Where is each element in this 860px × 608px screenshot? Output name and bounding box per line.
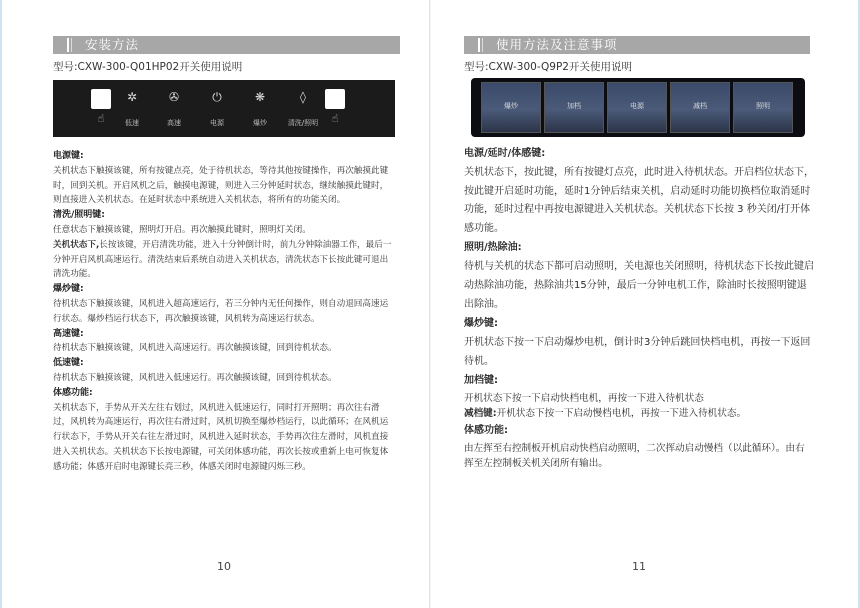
panel-label: 爆炒 (504, 102, 518, 110)
section-body: 开机状态下按一下启动爆炒电机，倒计时3分钟后跳回快档电机，再按一下返回待机。 (464, 337, 811, 367)
section-body: 关机状态下，手势从开关左往右划过，风机进入低速运行，同时打开照明；再次往右滑过，风机转为高速运行，再次往右滑过时，风机切换至爆炒档运行，以此循环；在风机运行状态下，手势从开关右往左滑过时，风机进入延时状态，手势再次往左滑时，风机直接进入关机状态。关机状态下长按电源键，可关闭体感功能，再次长按或重新上电可恢复体感功能；体感开启时电源键长亮三秒，体感关闭时电源键闪烁三秒。 (53, 402, 389, 472)
banner-title: 使用方法及注意事项 (496, 37, 618, 52)
section-heading: 体感功能: (53, 387, 93, 398)
banner-title: 安装方法 (85, 37, 140, 52)
inline-heading: 关机状态下, (53, 239, 100, 250)
instruction-text (53, 149, 393, 475)
section-body: 任意状态下触摸该键，照明灯开启。再次触摸此键时，照明灯关闭。 (53, 224, 311, 235)
section-heading: 电源/延时/体感键: (464, 148, 546, 159)
panel-label: 减档 (693, 102, 707, 110)
right-page (431, 0, 860, 608)
section-body: 开机状态下按一下启动快档电机，再按一下进入待机状态 (464, 393, 704, 405)
section-body: 待机状态下触摸该键，风机进入高速运行。再次触摸该键，回到待机状态。 (53, 343, 337, 354)
stir-fry-icon: ❋ (254, 90, 266, 104)
section-body: 由左挥至右控制板开机启动快档启动照明，二次挥动启动慢档（以此循环）。由右挥至左控制板关机关闭所有输出。 (464, 443, 805, 470)
panel-segment (607, 82, 667, 133)
page-edge (0, 0, 2, 608)
sensor-square (325, 89, 345, 109)
section-heading: 电源键: (53, 151, 84, 161)
fan-low-icon: ✲ (126, 90, 138, 104)
panel-label: 低速 (125, 119, 139, 127)
page-number: 11 (632, 560, 646, 573)
section-heading: 爆炒键: (53, 284, 84, 295)
inline-heading: 减档键: (464, 408, 497, 420)
panel-label: 照明 (756, 102, 770, 110)
section-heading: 加档键: (464, 375, 498, 387)
section-heading: 低速键: (53, 358, 84, 369)
panel-label: 电源 (630, 102, 644, 110)
section-body: 待机状态下触摸该键，风机进入超高速运行，若三分钟内无任何操作，则自动退回高速运行状态。爆炒档运行状态下，再次触摸该键，风机转为高速运行状态。 (53, 298, 389, 324)
section-banner (464, 36, 810, 54)
clean-light-icon: ◊ (300, 90, 306, 104)
section-body: 待机与关机的状态下都可启动照明，关电源也关闭照明，待机状态下长按此键启动热除油功能，热除油共15分钟，最后一分钟电机工作，除油时长按照明键退出除油。 (464, 261, 814, 310)
section-heading: 清洗/照明键: (53, 210, 105, 221)
model-caption: 型号:CXW-300-Q01HP02开关使用说明 (53, 61, 243, 73)
hand-gesture-icon: ☝ (97, 112, 105, 125)
section-body: 关机状态下触摸该键，所有按键点亮，处于待机状态，等待其他按键操作，再次触摸此键时，回到关机。开启风机之后，触摸电源键，则进入三分钟延时状态，继续触摸此键时，则直接进入关机状态。在延时状态中系统进入关机状态，将所有的功能关闭。 (53, 165, 389, 206)
section-heading: 照明/热除油: (464, 242, 522, 254)
section-body: 关机状态下，按此键，所有按键灯点亮，此时进入待机状态。开启档位状态下，按此键开启延时功能，延时1分钟后结束关机，启动延时功能切换档位取消延时功能，延时过程中再按电源键进入关机状态。关机状态下长按 3 秒关闭/打开体感功能。 (464, 167, 814, 234)
section-body: 关机状态下,长按该键，开启清洗功能，进入十分钟倒计时，前九分钟除油器工作，最后一分钟开启风机高速运行。清洗结束后系统自动进入关机状态，清洗状态下长按此键可退出清洗功能。 (53, 239, 392, 280)
control-panel-image (471, 78, 805, 137)
section-heading: 爆炒键: (464, 318, 498, 330)
panel-label: 高速 (167, 119, 181, 127)
page-number: 10 (217, 560, 231, 573)
panel-label: 爆炒 (253, 119, 267, 127)
panel-segment (733, 82, 793, 133)
panel-label: 电源 (210, 119, 224, 127)
section-heading: 体感功能: (464, 425, 508, 437)
panel-label: 清洗/照明 (287, 119, 319, 127)
panel-segment (544, 82, 604, 133)
hand-gesture-icon: ☝ (331, 112, 339, 125)
power-icon: ⏻ (212, 90, 222, 104)
panel-segment (481, 82, 541, 133)
section-heading: 高速键: (53, 328, 84, 339)
model-caption: 型号:CXW-300-Q9P2开关使用说明 (464, 61, 632, 73)
control-panel-image (53, 80, 395, 137)
section-body: 减档键:开机状态下按一下启动慢档电机，再按一下进入待机状态。 (464, 408, 747, 420)
sensor-square (91, 89, 111, 109)
panel-label: 加档 (567, 102, 581, 110)
instruction-text (464, 144, 814, 471)
section-banner (53, 36, 400, 54)
fan-high-icon: ✇ (168, 90, 180, 104)
section-body: 待机状态下触摸该键，风机进入低速运行。再次触摸该键，回到待机状态。 (53, 372, 337, 383)
panel-segment (670, 82, 730, 133)
